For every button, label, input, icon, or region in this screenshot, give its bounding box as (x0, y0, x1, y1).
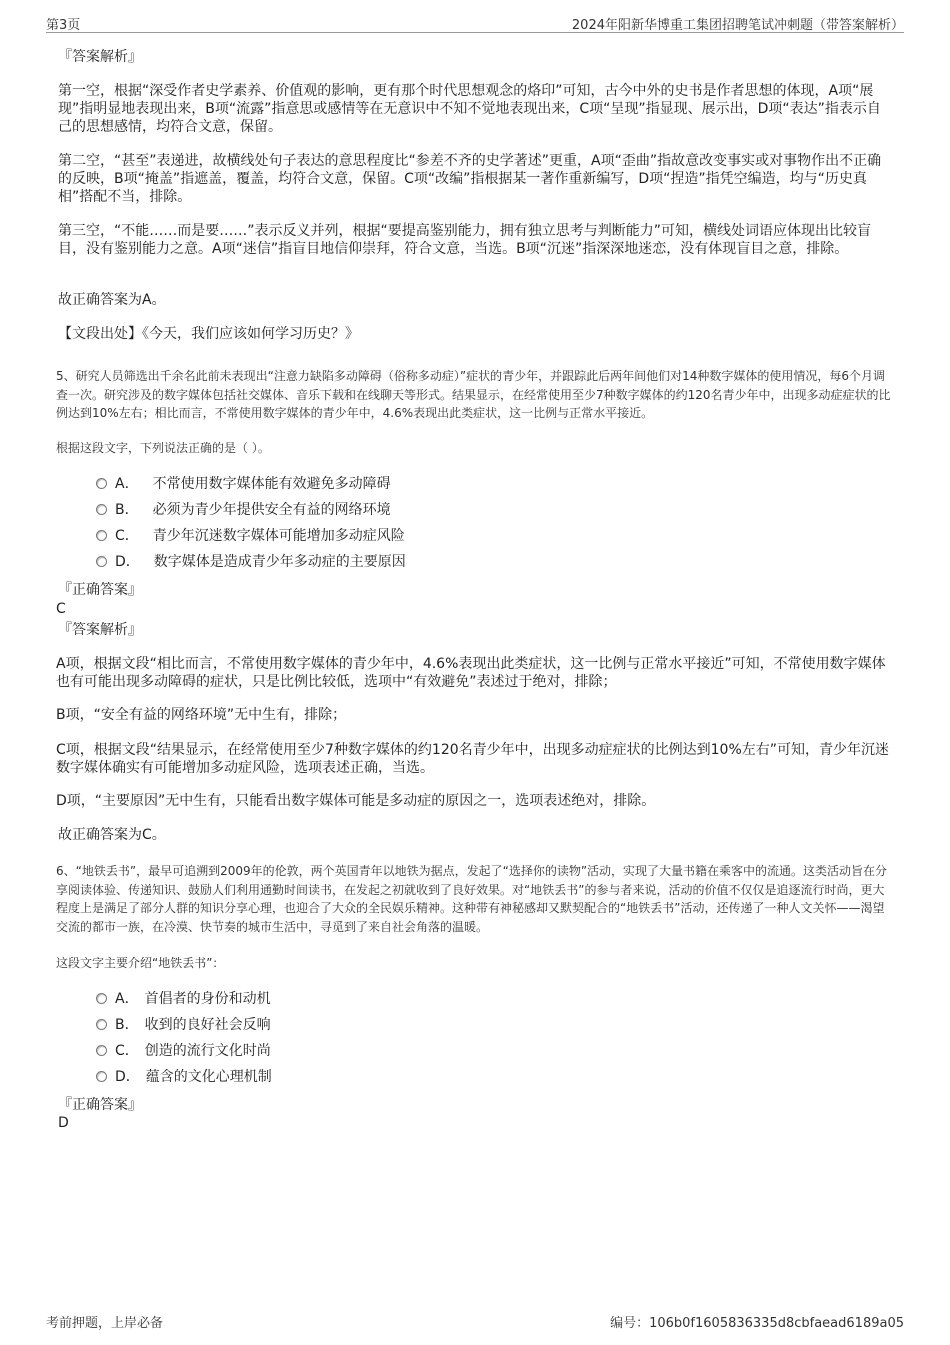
q6-option-a[interactable]: A． 首倡者的身份和动机 (96, 989, 271, 1009)
q5-analysis-c: C项，根据文段“结果显示，在经常使用至少7种数字媒体的约120名青少年中，出现多动症症状的比例达到10%左右”可知，青少年沉迷数字媒体确实有可能增加多动症风险，选项表述正确，当选。 (56, 742, 890, 776)
q4-analysis-p1: 第一空，根据“深受作者史学素养、价值观的影响，更有那个时代思想观念的烙印”可知，古今中外的史书是作者思想的体现，A项“展现”指明显地表现出来，B项“流露”指意思或感情等在无意识中不知不觉地表现出来，C项“呈现”指显现、展示出，D项“表达”指表示自己的思想感情，均符合文意，保留。 (58, 83, 881, 135)
page-number: 第3页 (46, 18, 81, 33)
q5-option-d[interactable]: D． 数字媒体是造成青少年多动症的主要原因 (96, 552, 406, 572)
q6-answer-label: 『正确答案』 (58, 1097, 142, 1113)
q5-answer-label: 『正确答案』 (58, 582, 142, 598)
radio-icon[interactable] (96, 1045, 107, 1056)
document-title: 2024年阳新华博重工集团招聘笔试冲刺题（带答案解析） (571, 18, 904, 33)
q5-option-c[interactable]: C． 青少年沉迷数字媒体可能增加多动症风险 (96, 526, 405, 546)
q6-option-c[interactable]: C． 创造的流行文化时尚 (96, 1041, 271, 1061)
q4-analysis-label: 『答案解析』 (58, 49, 142, 65)
radio-icon[interactable] (96, 993, 107, 1004)
radio-icon[interactable] (96, 1019, 107, 1030)
radio-icon[interactable] (96, 504, 107, 515)
q5-analysis-b: B项，“安全有益的网络环境”无中生有，排除； (56, 707, 347, 723)
q5-option-a[interactable]: A． 不常使用数字媒体能有效避免多动障碍 (96, 474, 391, 494)
q5-analysis-d: D项，“主要原因”无中生有，只能看出数字媒体可能是多动症的原因之一，选项表述绝对，排除。 (56, 793, 656, 809)
q4-conclusion: 故正确答案为A。 (58, 292, 166, 308)
page-header (46, 10, 904, 33)
radio-icon[interactable] (96, 556, 107, 567)
footer-slogan: 考前押题，上岸必备 (46, 1316, 164, 1331)
q4-analysis-p3: 第三空，“不能……而是要……”表示反义并列，根据“要提高鉴别能力，拥有独立思考与判断能力”可知，横线处词语应体现出比较盲目，没有鉴别能力之意。A项“迷信”指盲目地信仰崇拜，符合文意，当选。B项“沉迷”指深深地迷恋，没有体现盲目之意，排除。 (58, 223, 872, 257)
q6-option-d[interactable]: D． 蕴含的文化心理机制 (96, 1067, 272, 1087)
q5-conclusion: 故正确答案为C。 (58, 827, 166, 843)
q5-analysis-a: A项，根据文段“相比而言，不常使用数字媒体的青少年中，4.6%表现出此类症状，这一比例与正常水平接近”可知，不常使用数字媒体也有可能出现多动障碍的症状，只是比例比较低，选项中“有效避免”表述过于绝对，排除； (56, 656, 886, 690)
page-footer (46, 1312, 904, 1334)
q6-option-b[interactable]: B． 收到的良好社会反响 (96, 1015, 271, 1035)
radio-icon[interactable] (96, 478, 107, 489)
q5-stem: 5、研究人员筛选出千余名此前未表现出“注意力缺陷多动障碍（俗称多动症）”症状的青少年，并跟踪此后两年间他们对14种数字媒体的使用情况，每6个月调查一次。研究涉及的数字媒体包括社交媒体、音乐下载和在线聊天等形式。结果显示，在经常使用至少7种数字媒体的约120名青少年中，出现多动症症状的比例达到10%左右；相比而言，不常使用数字媒体的青少年中，4.6%表现出此类症状，这一比例与正常水平接近。 (56, 369, 891, 420)
q5-analysis-label: 『答案解析』 (58, 622, 142, 638)
q6-answer: D (58, 1115, 69, 1131)
q4-source: 【文段出处】《今天，我们应该如何学习历史？》 (58, 326, 359, 342)
q5-answer: C (56, 601, 66, 617)
radio-icon[interactable] (96, 1071, 107, 1082)
document-id: 编号：106b0f1605836335d8cbfaead6189a05 (610, 1316, 904, 1331)
q5-question: 根据这段文字，下列说法正确的是（ ）。 (56, 441, 270, 455)
q6-question: 这段文字主要介绍“地铁丢书”： (56, 956, 225, 970)
radio-icon[interactable] (96, 530, 107, 541)
q6-stem: 6、“地铁丢书”，最早可追溯到2009年的伦敦，两个英国青年以地铁为据点，发起了“选择你的读物”活动，实现了大量书籍在乘客中的流通。这类活动旨在分享阅读体验、传递知识、鼓励人们利用通勤时间读书，在发起之初就收到了良好效果。对“地铁丢书”的参与者来说，活动的价值不仅仅是追逐流行时尚，更大程度上是满足了部分人群的知识分享心理，也迎合了大众的全民娱乐精神。这种带有神秘感却又默契配合的“地铁丢书”活动，还传递了一种人文关怀——渴望交流的都市一族，在冷漠、快节奏的城市生活中，寻觅到了来自社会角落的温暖。 (56, 864, 888, 934)
q4-analysis-p2: 第二空，“甚至”表递进，故横线处句子表达的意思程度比“参差不齐的史学著述”更重，A项“歪曲”指故意改变事实或对事物作出不正确的反映，B项“掩盖”指遮盖，覆盖，均符合文意，保留。C项“改编”指根据某一著作重新编写，D项“捏造”指凭空编造，均与“历史真相”搭配不当，排除。 (58, 153, 882, 205)
q5-option-b[interactable]: B． 必须为青少年提供安全有益的网络环境 (96, 500, 391, 520)
